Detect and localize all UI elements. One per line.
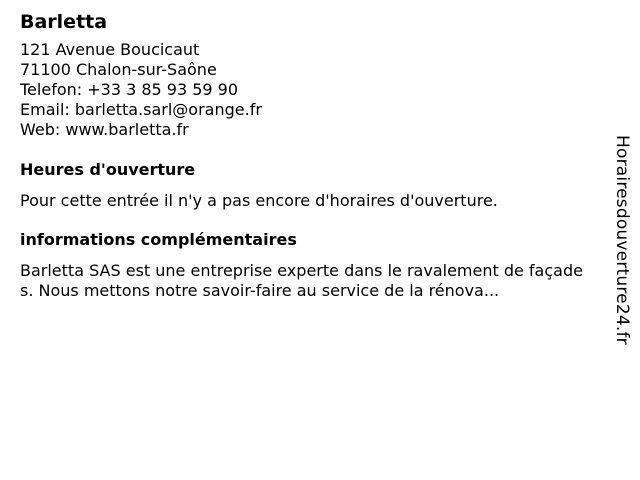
email-address[interactable]: Email: barletta.sarl@orange.fr bbox=[20, 100, 262, 119]
site-watermark: Horairesdouverture24.fr bbox=[612, 135, 632, 345]
city-address: 71100 Chalon-sur-Saône bbox=[20, 60, 217, 79]
business-card bbox=[20, 8, 595, 301]
info-heading: informations complémentaires bbox=[20, 230, 297, 249]
website-link[interactable]: Web: www.barletta.fr bbox=[20, 120, 189, 139]
business-name: Barletta bbox=[20, 11, 108, 33]
hours-text: Pour cette entrée il n'y a pas encore d'horaires d'ouverture. bbox=[20, 191, 498, 210]
info-text: Barletta SAS est une entreprise experte dans le ravalement de façades. Nous mettons notre savoir-faire au service de la rénova... bbox=[20, 261, 583, 300]
phone-number[interactable]: Telefon: +33 3 85 93 59 90 bbox=[20, 80, 239, 99]
street-address: 121 Avenue Boucicaut bbox=[20, 40, 200, 59]
hours-heading: Heures d'ouverture bbox=[20, 160, 196, 179]
contact-block bbox=[20, 40, 595, 140]
